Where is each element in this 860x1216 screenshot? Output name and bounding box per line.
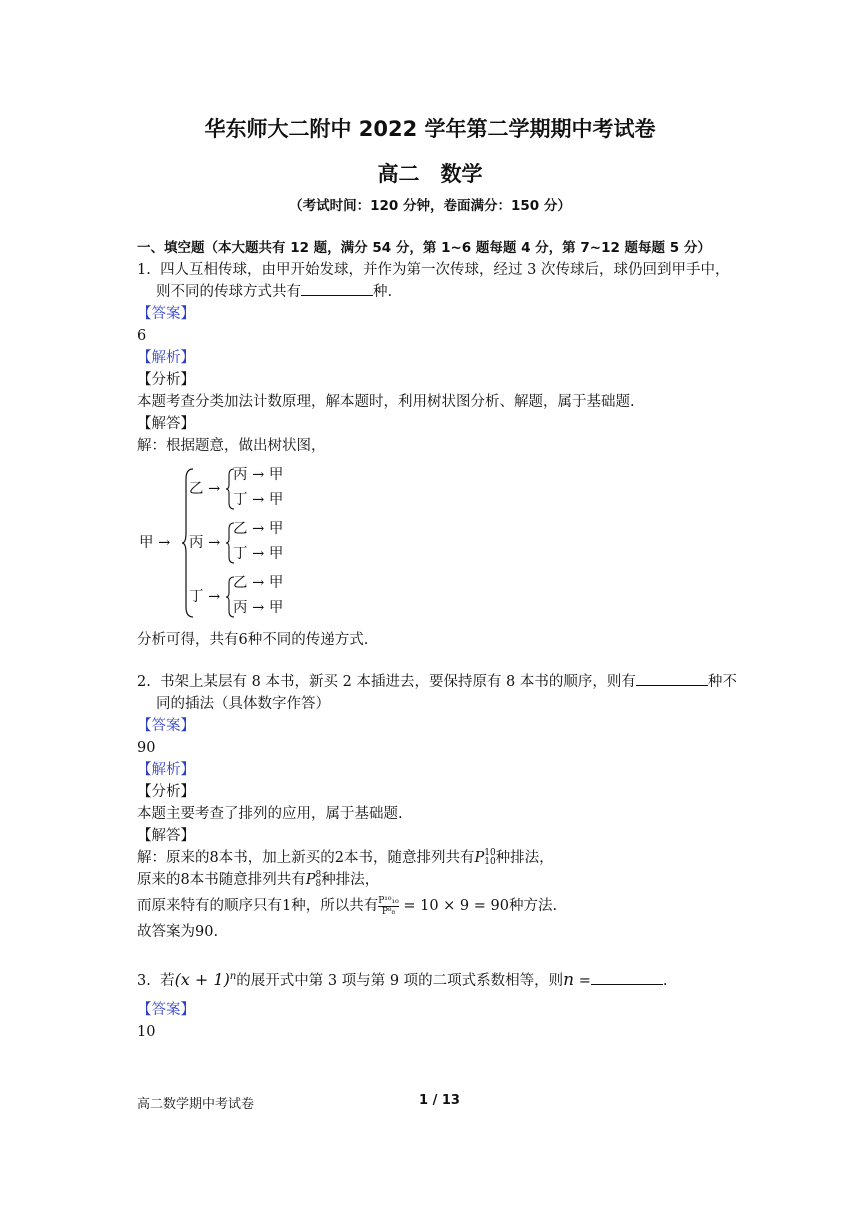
tree-branch-1: 乙 →: [189, 481, 221, 497]
jieda-text: 解：根据题意，做出树状图，: [137, 438, 326, 454]
fenxi-label: 【分析】: [137, 784, 195, 800]
question-text: .: [662, 972, 668, 989]
tree-branch-2: 丙 →: [189, 535, 221, 551]
question-3-line1: [137, 963, 727, 991]
perm-symbol: P: [305, 872, 316, 888]
math-equals: =: [578, 972, 591, 989]
answer-value: 90: [137, 740, 156, 756]
jieda-text: = 10 × 9 = 90种方法.: [403, 898, 558, 914]
tree-leaf: 丁 → 甲: [233, 546, 284, 562]
analysis-label: 【解析】: [137, 350, 195, 366]
jieda-text: 原来的8本书随意排列共有: [137, 872, 306, 888]
exam-title: 华东师大二附中 2022 学年第二学期期中考试卷: [204, 117, 656, 141]
tree-leaf: 乙 → 甲: [233, 521, 284, 537]
fenxi-text: 本题考查分类加法计数原理，解本题时，利用树状图分析、解题，属于基础题.: [137, 394, 635, 410]
perm-sub: 8: [315, 879, 322, 889]
fraction-denominator: P⁸₈: [381, 906, 396, 917]
tree-leaf: 丙 → 甲: [233, 600, 284, 616]
perm-symbol: P: [474, 850, 485, 866]
exam-subtitle: 高二 数学: [377, 162, 483, 186]
question-number: 3.: [137, 972, 151, 989]
tree-diagram: [137, 463, 727, 623]
tree-leaf: 乙 → 甲: [233, 575, 284, 591]
perm-indices: [484, 849, 495, 867]
page-number: 1 / 13: [419, 1093, 460, 1108]
question-number: 2.: [137, 674, 151, 690]
analysis-label: 【解析】: [137, 762, 195, 778]
perm-sup: 8: [315, 870, 322, 880]
answer-label: 【答案】: [137, 306, 195, 322]
question-text: 种不: [707, 674, 737, 690]
math-variable: n: [563, 969, 575, 990]
answer-value: 6: [137, 328, 147, 344]
question-text: 若: [160, 972, 175, 989]
answer-label: 【答案】: [137, 718, 195, 734]
answer-blank: [591, 970, 663, 985]
answer-value: 10: [137, 1024, 156, 1040]
jieda-text: 种排法，: [321, 872, 380, 888]
math-exponent: n: [229, 971, 237, 982]
perm-sub: 10: [484, 857, 496, 867]
question-2-line1: [137, 671, 737, 693]
tree-root: 甲 →: [139, 535, 171, 551]
jieda-text: 而原来特有的顺序只有1种，所以共有: [137, 898, 379, 914]
tree-leaf: 丁 → 甲: [233, 492, 284, 508]
fraction-numerator: P¹⁰₁₀: [378, 895, 399, 906]
conclusion-text: 分析可得，共有6种不同的传递方式.: [137, 632, 369, 648]
jieda-label: 【解答】: [137, 416, 195, 432]
jieda-text: 解：原来的8本书，加上新买的2本书，随意排列共有: [137, 850, 475, 866]
question-text: 种.: [373, 284, 393, 300]
footer-title: 高二数学期中考试卷: [137, 1097, 255, 1112]
question-text: 则不同的传球方式共有: [156, 284, 301, 300]
question-number: 1.: [137, 262, 151, 278]
math-expression: (x + 1): [174, 969, 230, 989]
fenxi-label: 【分析】: [137, 372, 195, 388]
question-2-line2: 同的插法（具体数字作答）: [156, 696, 330, 712]
fraction: [378, 896, 399, 917]
jieda-line-1: [137, 847, 727, 869]
question-text: 书架上某层有 8 本书，新买 2 本插进去，要保持原有 8 本书的顺序，则有: [160, 674, 636, 690]
jieda-line-4: 故答案为90.: [137, 924, 219, 940]
fenxi-text: 本题主要考查了排列的应用，属于基础题.: [137, 806, 403, 822]
question-text: 四人互相传球，由甲开始发球，并作为第一次传球，经过 3 次传球后，球仍回到甲手中，: [160, 262, 730, 278]
page-footer: [137, 1093, 727, 1112]
jieda-text: 种排法，: [495, 850, 554, 866]
answer-blank: [301, 281, 373, 296]
jieda-line-2: [137, 869, 727, 891]
section-heading: 一、填空题（本大题共有 12 题，满分 54 分，第 1~6 题每题 4 分，第 7~12 题每题 5 分）: [137, 240, 711, 256]
jieda-line-3: [137, 891, 727, 921]
answer-blank: [636, 671, 708, 686]
question-text: 的展开式中第 3 项与第 9 项的二项式系数相等，则: [236, 972, 564, 989]
exam-body: [137, 237, 737, 1043]
perm-sup: 10: [484, 848, 496, 858]
tree-branch-3: 丁 →: [189, 589, 221, 605]
jieda-label: 【解答】: [137, 828, 195, 844]
question-1-line1: [137, 259, 730, 281]
question-1-line2: [137, 281, 727, 303]
tree-leaf: 丙 → 甲: [233, 467, 284, 483]
exam-info: （考试时间：120 分钟，卷面满分：150 分）: [289, 198, 571, 214]
answer-label: 【答案】: [137, 1002, 195, 1018]
